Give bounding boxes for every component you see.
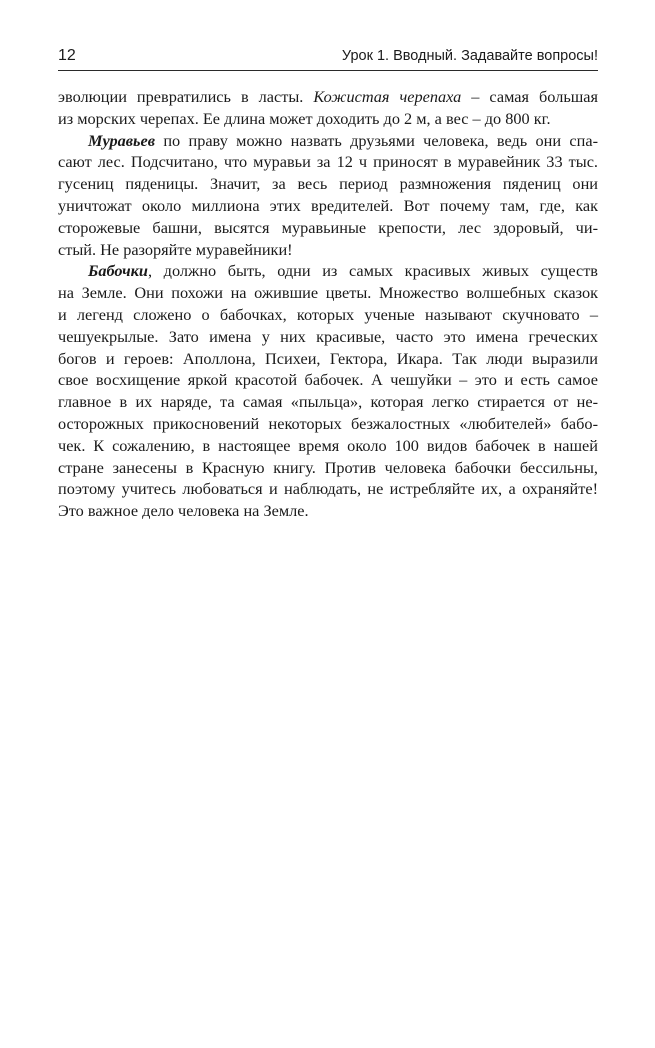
text-line: Бабочки, должно быть, одни из самых красивых живых существ xyxy=(88,261,598,281)
text-line: стый. Не разоряйте муравейники! xyxy=(58,239,293,259)
text-line: сают лес. Подсчитано, что муравьи за 12 ч приносят в муравейник 33 тыс. xyxy=(58,152,598,172)
term-butterflies: Бабочки xyxy=(88,261,148,281)
term-leatherback-turtle: Кожистая черепаха xyxy=(313,87,462,106)
text-line: поэтому учитесь любоваться и наблюдать, не истребляйте их, а охраняйте! xyxy=(58,479,598,499)
text-line: эволюции превратились в ласты. Кожистая черепаха – самая большая xyxy=(58,87,599,106)
text-line: на Земле. Они похожи на ожившие цветы. Множество волшебных сказок xyxy=(58,283,598,303)
page-number: 12 xyxy=(58,47,76,64)
running-title: Урок 1. Вводный. Задавайте вопросы! xyxy=(341,48,598,64)
page-header xyxy=(58,46,598,71)
text-line: и легенд сложено о бабочках, которых ученые называют скучновато – xyxy=(58,304,598,324)
text-line: уничтожат около миллиона этих вредителей. Вот почему там, где, как xyxy=(58,195,598,215)
text-line: чек. К сожалению, в настоящее время около 100 видов бабочек в нашей xyxy=(58,435,598,455)
term-ants: Муравьев xyxy=(88,130,155,150)
text-line: свое восхищение яркой красотой бабочек. А чешуйки – это и есть самое xyxy=(58,370,598,390)
text-line: сторожевые башни, высятся муравьиные крепости, лес здоровый, чи- xyxy=(58,217,598,237)
text-line: чешуекрылые. Зато имена у них красивые, часто это имена греческих xyxy=(58,326,598,346)
text-line: главное в их наряде, та самая «пыльца», которая легко стирается от не- xyxy=(58,392,598,412)
text-line: из морских черепах. Ее длина может доходить до 2 м, а вес – до 800 кг. xyxy=(58,108,551,128)
text-line: Это важное дело человека на Земле. xyxy=(58,501,309,521)
paragraph-ants xyxy=(58,130,598,261)
text-line: Муравьев по праву можно назвать друзьями человека, ведь они спа- xyxy=(88,130,598,150)
paragraph-butterflies xyxy=(58,260,598,522)
text-line: гусениц пяденицы. Значит, за весь период размножения пядениц они xyxy=(58,174,598,194)
text-line: осторожных прикосновений некоторых безжалостных «любителей» бабо- xyxy=(58,413,598,433)
paragraph-turtle xyxy=(58,86,598,130)
text-line: богов и героев: Аполлона, Психеи, Гектора, Икара. Так люди выразили xyxy=(58,348,598,368)
body-text xyxy=(58,86,598,522)
text-line: стране занесены в Красную книгу. Против человека бабочки бессильны, xyxy=(58,457,598,477)
